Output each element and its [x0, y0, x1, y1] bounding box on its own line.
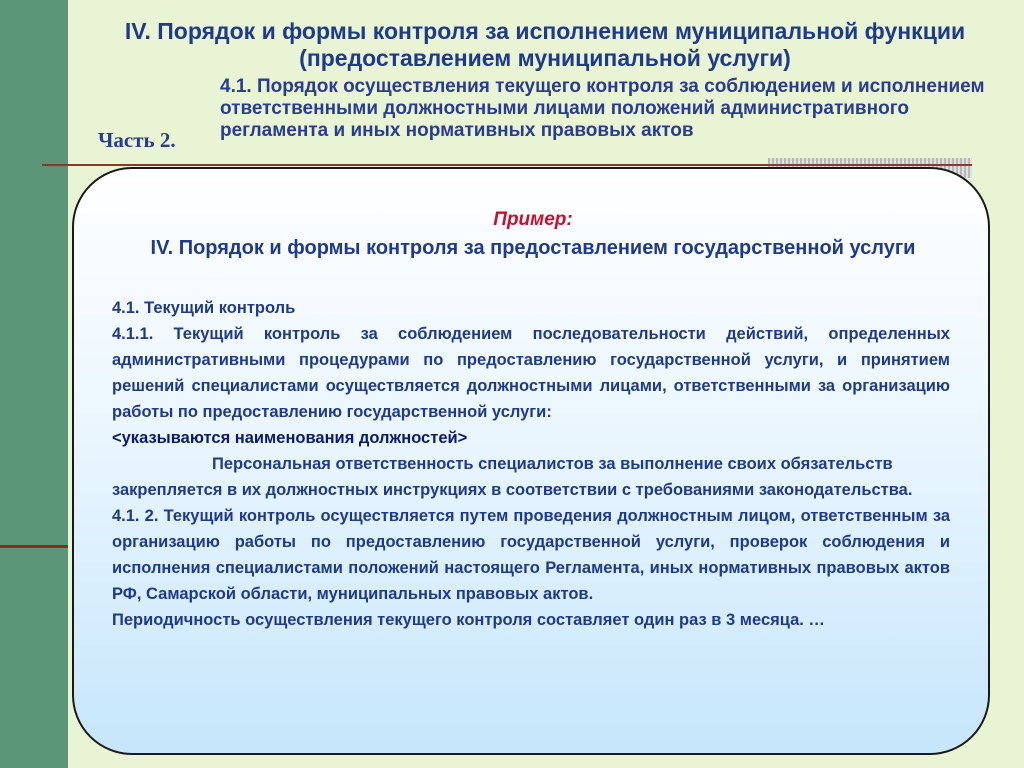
paragraph-4-1-2: 4.1. 2. Текущий контроль осуществляется путем проведения должностным лицом, ответственным за организацию работы по предоставлению государственной услуги, проверок соблюдения и исполнения специалистами положений настоящего Регламента, иных нормативных правовых актов РФ, Самарской области, муниципальных правовых актов.	[112, 507, 950, 603]
left-bar-divider	[0, 545, 68, 548]
example-body	[112, 295, 950, 633]
paragraph-current-control: 4.1. Текущий контроль	[112, 299, 296, 317]
slide-subtitle: 4.1. Порядок осуществления текущего контроля за соблюдением и исполнением ответственными должностными лицами положений административного регламента и иных нормативных правовых актов	[220, 76, 985, 141]
example-box	[72, 167, 990, 755]
paragraph-4-1-1: 4.1.1. Текущий контроль за соблюдением последовательности действий, определенных административными процедурами по предоставлению государственной услуги, и принятием решений специалистами осуществляется должностными лицами, ответственными за организацию работы по предоставлению государственной услуги:	[112, 325, 950, 421]
example-heading: Пример:	[493, 209, 573, 230]
slide-title: IV. Порядок и формы контроля за исполнением муниципальной функции (предоставлением муниципальной услуги)	[124, 18, 966, 71]
left-accent-bar	[0, 0, 68, 768]
header-rule	[42, 164, 972, 166]
paragraph-personal-responsibility: Персональная ответственность специалистов за выполнение своих обязательств закрепляется в их должностных инструкциях в соответствии с требованиями законодательства.	[112, 455, 913, 499]
example-title: IV. Порядок и формы контроля за предоставлением государственной услуги	[150, 237, 916, 259]
paragraph-positions-placeholder: <указываются наименования должностей>	[112, 429, 468, 447]
part-label: Часть 2.	[98, 128, 176, 152]
paragraph-periodicity: Периодичность осуществления текущего контроля составляет один раз в 3 месяца. …	[112, 611, 825, 629]
